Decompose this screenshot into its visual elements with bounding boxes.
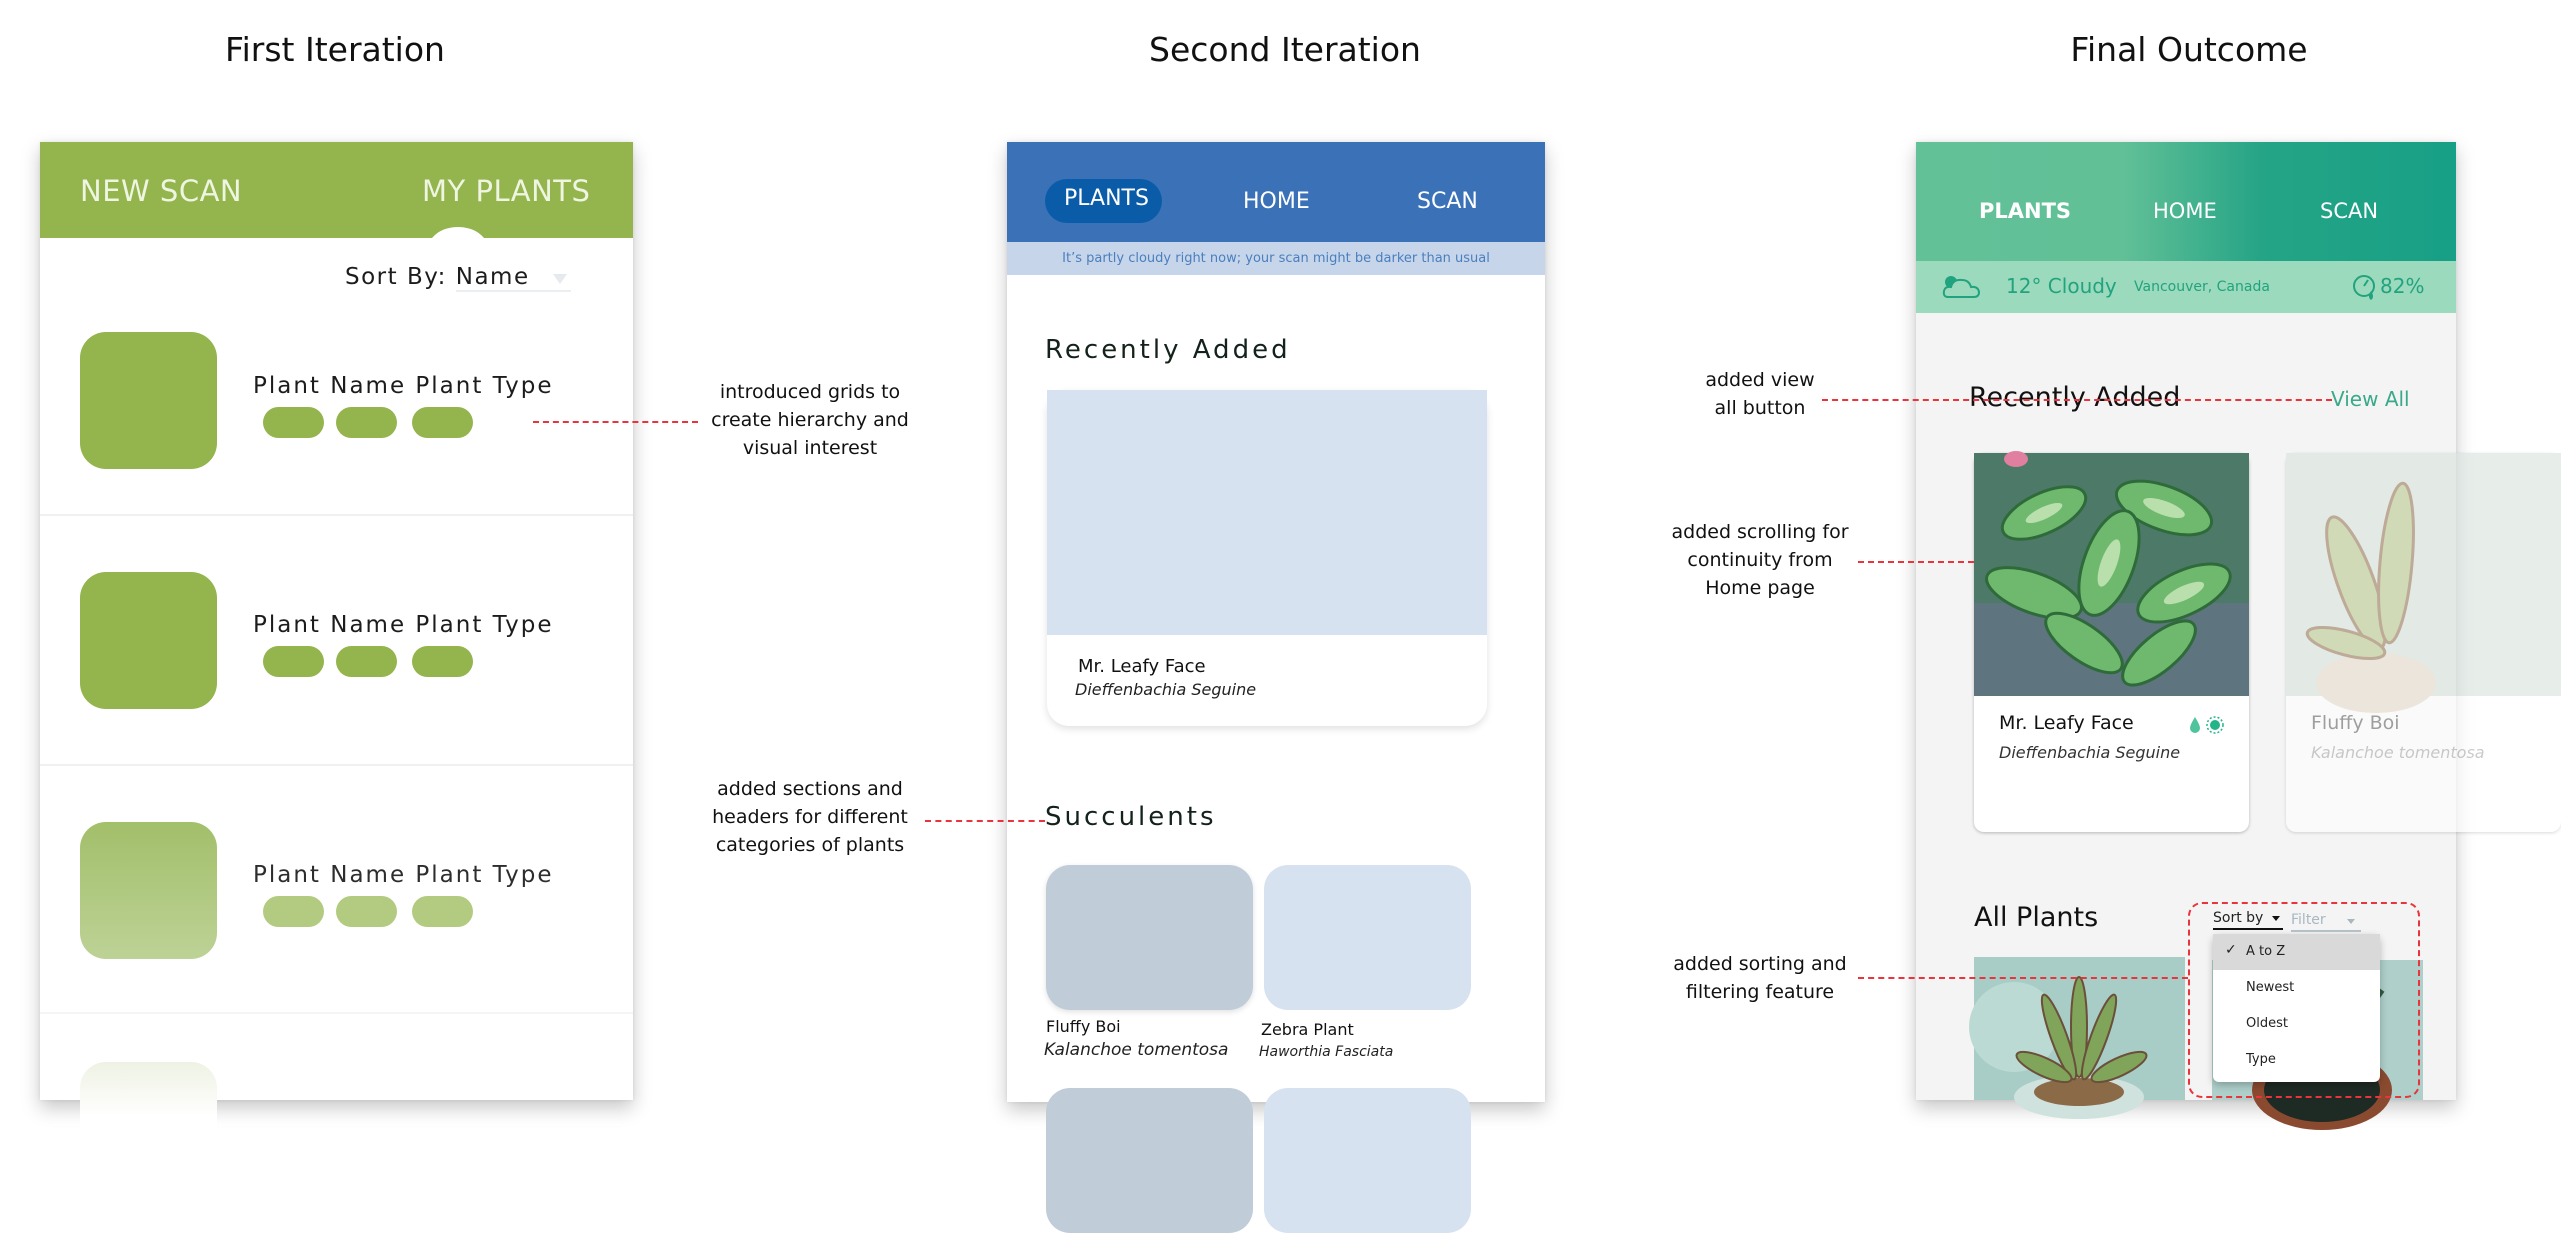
annotation-line: all button <box>1714 397 1806 419</box>
sort-dropdown[interactable] <box>456 264 571 292</box>
plant-name: Mr. Leafy Face <box>1999 712 2134 734</box>
annotation-line: create hierarchy and <box>711 409 909 431</box>
top-nav-bar <box>1916 142 2456 261</box>
sort-option-label: Newest <box>2246 980 2295 995</box>
tag-pill <box>336 407 397 438</box>
sort-option-label: Type <box>2246 1052 2276 1067</box>
sort-option-label: Oldest <box>2246 1016 2288 1031</box>
annotation-grids <box>700 378 920 462</box>
tab-scan[interactable]: SCAN <box>1417 189 1478 214</box>
second-iteration-screen <box>1007 142 1545 1102</box>
top-nav-bar <box>40 142 633 238</box>
sort-control[interactable] <box>345 264 571 292</box>
plant-species: Kalanchoe tomentosa <box>1044 1040 1229 1060</box>
tag-pill <box>336 646 397 677</box>
section-title-second: Second Iteration <box>1149 30 1421 69</box>
all-plants-heading: All Plants <box>1974 902 2099 933</box>
sort-option-label: A to Z <box>2246 944 2286 959</box>
annotation-highlight-box <box>2188 902 2420 1098</box>
plant-species: Dieffenbachia Seguine <box>1999 743 2181 762</box>
plant-species: Dieffenbachia Seguine <box>1075 680 1257 699</box>
annotation-scrolling <box>1650 518 1870 602</box>
weather-location: Vancouver, Canada <box>2134 279 2270 295</box>
annotation-line: filtering feature <box>1685 981 1835 1003</box>
succulents-heading: Succulents <box>1045 802 1217 832</box>
plant-row-label: Plant Name Plant Type <box>253 373 554 399</box>
plant-thumbnail-faded <box>80 1062 217 1199</box>
tag-pill <box>412 407 473 438</box>
annotation-view-all <box>1680 366 1840 422</box>
weather-bar <box>1916 261 2456 313</box>
tag-pill <box>412 896 473 927</box>
annotation-sections <box>700 775 920 859</box>
tab-scan[interactable]: SCAN <box>2320 199 2379 223</box>
annotation-sorting <box>1650 950 1870 1006</box>
plant-tile-image[interactable] <box>1046 1088 1253 1233</box>
annotation-line: added scrolling for <box>1671 521 1849 543</box>
plant-thumbnail <box>80 332 217 469</box>
annotation-line: headers for different <box>712 806 908 828</box>
annotation-line: categories of plants <box>715 834 905 856</box>
view-all-link[interactable]: View All <box>2331 387 2410 411</box>
recent-plant-card[interactable] <box>2286 453 2561 832</box>
first-iteration-screen <box>40 142 633 1100</box>
weather-temperature: 12° Cloudy <box>2006 274 2117 298</box>
plant-thumbnail <box>80 822 217 959</box>
plant-photo-dieffenbachia <box>1974 453 2249 696</box>
sort-by-label: Sort by <box>2213 910 2264 926</box>
plant-species: Haworthia Fasciata <box>1259 1044 1394 1060</box>
plant-image-placeholder <box>1047 390 1487 635</box>
final-outcome-screen <box>1916 142 2485 1100</box>
tab-new-scan[interactable]: NEW SCAN <box>80 174 243 208</box>
annotation-connector <box>533 421 698 423</box>
check-icon: ✓ <box>2225 942 2237 958</box>
plant-thumbnail <box>80 572 217 709</box>
annotation-line: added sorting and <box>1673 953 1847 975</box>
sun-icon <box>2206 716 2224 734</box>
water-drop-icon <box>2189 716 2201 734</box>
sort-label: Sort By: <box>345 264 447 290</box>
annotation-line: introduced grids to <box>719 381 901 403</box>
annotation-line: added sections and <box>717 778 903 800</box>
annotation-line: visual interest <box>742 437 878 459</box>
annotation-connector <box>1858 561 1974 563</box>
tag-pill <box>263 646 324 677</box>
plant-name: Zebra Plant <box>1261 1020 1354 1039</box>
plant-list-row[interactable] <box>40 766 633 1014</box>
plant-species: Kalanchoe tomentosa <box>2311 743 2485 762</box>
recent-plant-card[interactable] <box>1974 453 2249 832</box>
annotation-line: Home page <box>1705 577 1815 599</box>
annotation-line: added view <box>1705 369 1815 391</box>
plant-list-row[interactable] <box>40 292 633 516</box>
caret-down-icon <box>553 274 567 284</box>
plant-photo-kalanchoe <box>2286 453 2561 696</box>
plant-name: Fluffy Boi <box>1046 1017 1121 1036</box>
plant-tile-image[interactable] <box>1264 865 1471 1010</box>
recently-added-heading: Recently Added <box>1045 335 1291 365</box>
plant-list-row[interactable] <box>40 516 633 766</box>
plant-row-label: Plant Name Plant Type <box>253 862 554 888</box>
section-title-first: First Iteration <box>225 30 445 69</box>
annotation-line: continuity from <box>1687 549 1833 571</box>
tag-pill <box>336 896 397 927</box>
tag-pill <box>263 407 324 438</box>
humidity-value: 82% <box>2380 274 2425 298</box>
tab-home[interactable]: HOME <box>1243 189 1310 214</box>
plant-tile-image[interactable] <box>1264 1088 1471 1233</box>
recently-added-heading: Recently Added <box>1969 382 2181 413</box>
plant-tile-image[interactable] <box>1046 865 1253 1010</box>
humidity-gauge-icon <box>2351 273 2379 303</box>
tag-pill <box>263 896 324 927</box>
tab-home[interactable]: HOME <box>2153 199 2217 223</box>
filter-label: Filter <box>2291 912 2326 928</box>
tag-pill <box>412 646 473 677</box>
plant-row-label: Plant Name Plant Type <box>253 612 554 638</box>
plant-name: Mr. Leafy Face <box>1078 656 1206 677</box>
annotation-connector <box>1822 399 2332 401</box>
tab-my-plants[interactable]: MY PLANTS <box>422 174 591 208</box>
top-nav-bar <box>1007 142 1545 242</box>
plant-name: Fluffy Boi <box>2311 712 2400 734</box>
cloud-icon <box>1942 273 1982 301</box>
tab-plants[interactable]: PLANTS <box>1064 186 1149 211</box>
recent-plant-card[interactable] <box>1047 390 1487 726</box>
annotation-connector <box>925 820 1045 822</box>
annotation-connector <box>1858 977 2188 979</box>
tab-plants[interactable]: PLANTS <box>1979 199 2072 223</box>
sort-value: Name <box>455 264 530 290</box>
weather-notice-banner: It’s partly cloudy right now; your scan might be darker than usual <box>1007 242 1545 275</box>
section-title-final: Final Outcome <box>2070 30 2308 69</box>
